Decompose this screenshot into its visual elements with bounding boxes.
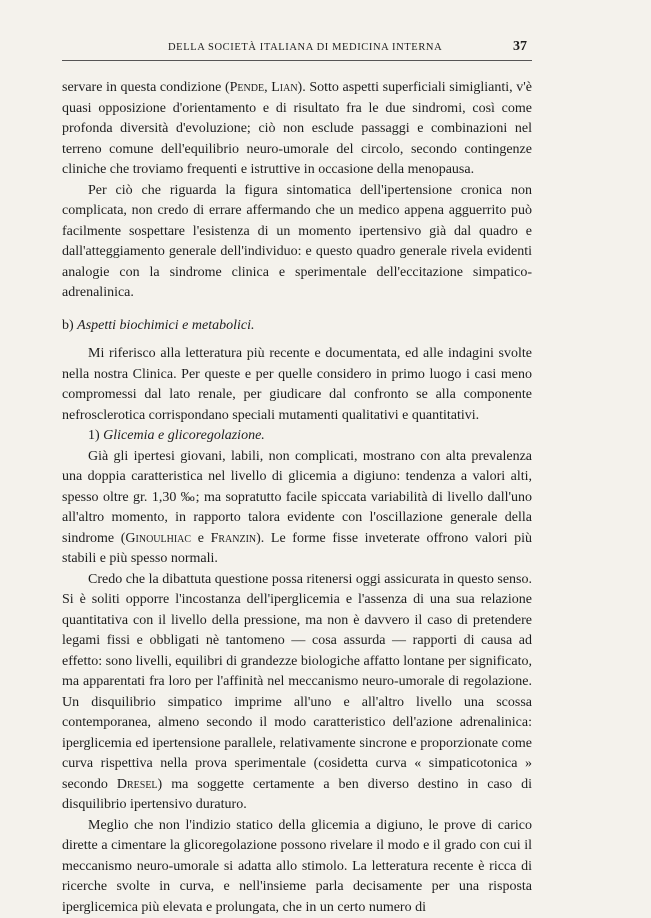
author-name: Franzin bbox=[211, 531, 257, 546]
paragraph-continuation bbox=[62, 78, 532, 181]
paragraph bbox=[62, 570, 532, 816]
text-run: ). Le forme fisse inveterate offrono valori più stabili e più spesso normali. bbox=[62, 531, 532, 567]
section-heading bbox=[62, 316, 532, 337]
subsection-title: Glicemia e glicoregolazione. bbox=[103, 428, 265, 443]
text-run: ). Sotto aspetti superficiali simiglianti, v'è quasi opposizione d'orientamento e di risultato fra le due sindromi, così come profonda diversità d'evoluzione; ciò non esclude passaggi e combinazioni nel terreno comune dell'equilibrio neuro-umorale del circolo, secondo contingenze cliniche che troviamo frequenti e istruttive in occasione della menopausa. bbox=[62, 80, 532, 177]
paragraph: Mi riferisco alla letteratura più recente e documentata, ed alle indagini svolte nella nostra Clinica. Per queste e per quelle considero in primo luogo i casi meno compromessi dal lato renale, per giudicare dal confronto se alla componente nefrosclerotica corrispondano speciali mutamenti qualitativi e quantitativi. bbox=[62, 344, 532, 426]
text-run: e bbox=[191, 531, 210, 546]
subsection-number: 1) bbox=[88, 428, 100, 443]
author-name: Pende bbox=[230, 80, 264, 95]
section-letter: b) bbox=[62, 318, 74, 333]
section-title: Aspetti biochimici e metabolici. bbox=[77, 318, 254, 333]
subsection-heading bbox=[62, 426, 532, 447]
paragraph: Per ciò che riguarda la figura sintomatica dell'ipertensione cronica non complicata, non credo di errare affermando che un medico appena agguerrito può facilmente sospettare l'esistenza di un momento ipertensivo già dal quadro e dall'atteggiamento generale dell'individuo: e questo quadro generale rivela evidenti analogie con la sindrome clinica e sperimentale dell'eccitazione simpatico-adrenalinica. bbox=[62, 181, 532, 304]
author-name: Lian bbox=[271, 80, 297, 95]
text-run: servare in questa condizione ( bbox=[62, 80, 230, 95]
paragraph: Meglio che non l'indizio statico della glicemia a digiuno, le prove di carico dirette a cimentare la glicoregolazione possono rivelare il modo e il grado con cui il meccanismo neuro-umorale si adatta allo stimolo. La letteratura recente è ricca di ricerche svolte in curva, e nell'insieme parla decisamente per una risposta iperglicemica più elevata e prolungata, che in un certo numero di bbox=[62, 816, 532, 918]
paragraph bbox=[62, 447, 532, 570]
body-text bbox=[62, 78, 532, 918]
page-header bbox=[0, 42, 651, 62]
page-number: 37 bbox=[513, 39, 527, 55]
header-rule bbox=[62, 60, 532, 61]
text-run: Credo che la dibattuta questione possa ritenersi oggi assicurata in questo senso. Si è soliti opporre l'incostanza dell'iperglicemia e l'assenza di una sua relazione quantitativa con il livello della pressione, ma non è davvero il caso di pretendere legami fissi e obbligati nè tantomeno — cosa assurda — rapporti di causa ad effetto: sono livelli, equilibri di grandezze biologiche affatto lontane per significato, ma apparentati fra loro per l'affinità nel meccanismo neuro-umorale di regolazione. Un disquilibrio simpatico imprime all'uno e all'altro livello una scossa contemporanea, almeno secondo il modo caratteristico dell'azione adrenalinica: iperglicemia ed ipertensione parallele, relativamente sincrone e proporzionate come curva rispettiva nella prova sperimentale (cosidetta curva « simpaticotonica » secondo bbox=[62, 572, 532, 792]
author-name: Ginoulhiac bbox=[125, 531, 191, 546]
running-head: DELLA SOCIETÀ ITALIANA DI MEDICINA INTERNA bbox=[168, 42, 442, 53]
text-run: , bbox=[264, 80, 271, 95]
text-run: Già gli ipertesi giovani, labili, non complicati, mostrano con alta prevalenza una doppia caratteristica nel livello di glicemia a digiuno: tendenza a valori alti, spesso oltre gr. 1,30 ‰; ma sopratutto facile spiccata variabilità di livello dall'uno all'altro momento, in rapporto talora evidente con l'oscillazione generale della sindrome ( bbox=[62, 449, 532, 546]
author-name: Dresel bbox=[117, 777, 158, 792]
text-run: ) ma soggette certamente a ben diverso destino in caso di disquilibrio ipertensivo duraturo. bbox=[62, 777, 532, 813]
